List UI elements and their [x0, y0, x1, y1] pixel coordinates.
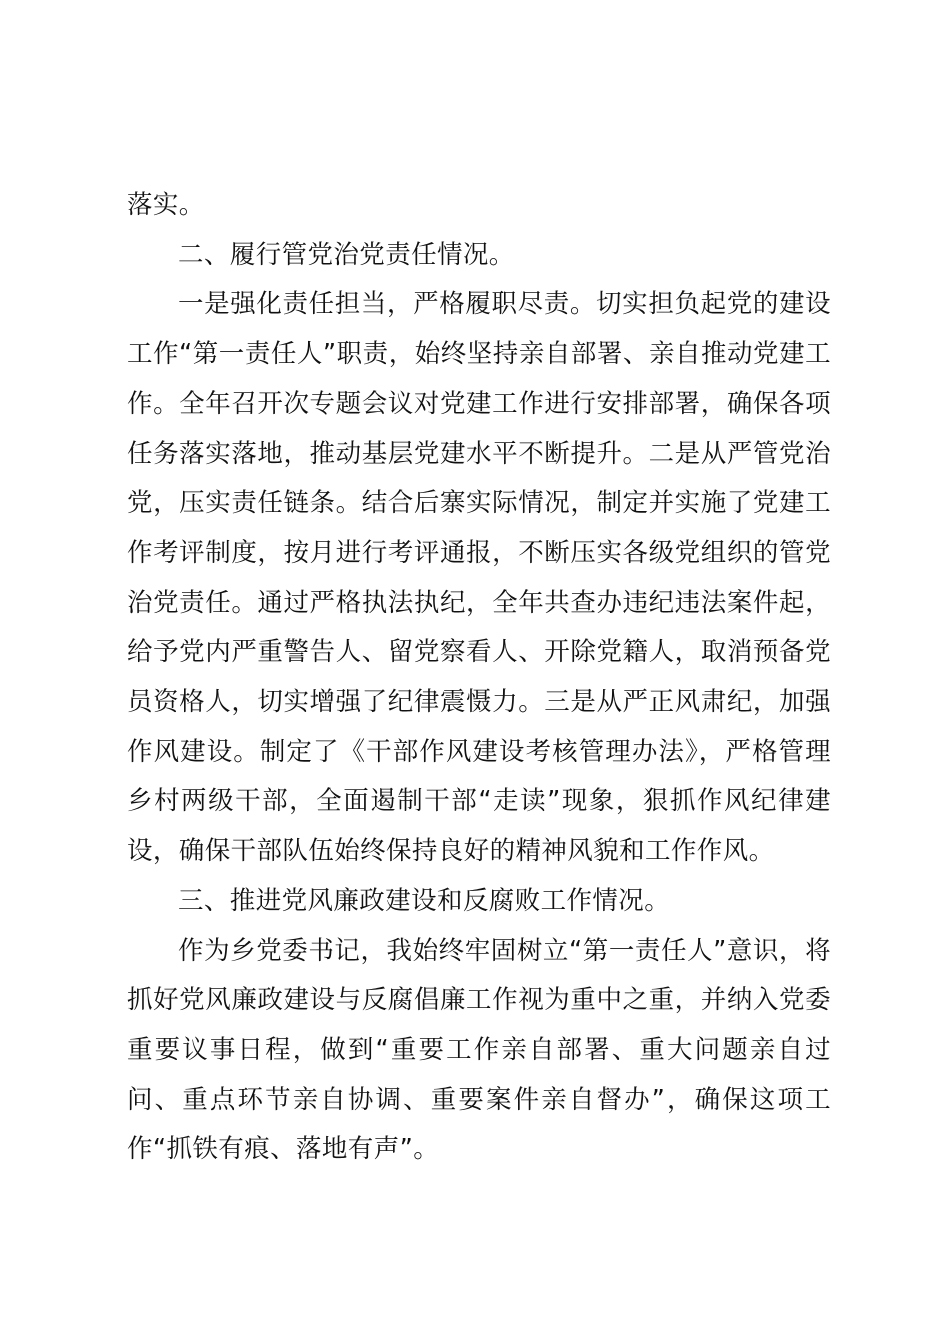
- section-heading-2: 二、履行管党治党责任情况。: [178, 239, 515, 270]
- document-body: [127, 181, 831, 1175]
- section-heading-3: 三、推进党风廉政建设和反腐败工作情况。: [178, 885, 671, 916]
- paragraph-responsibility: 一是强化责任担当，严格履职尽责。切实担负起党的建设工作“第一责任人”职责，始终坚持亲自部署、亲自推动党建工作。全年召开次专题会议对党建工作进行安排部署，确保各项任务落实落地，推动基层党建水平不断提升。二是从严管党治党，压实责任链条。结合后寨实际情况，制定并实施了党建工作考评制度，按月进行考评通报，不断压实各级党组织的管党治党责任。通过严格执法执纪，全年共查办违纪违法案件起，给予党内严重警告人、留党察看人、开除党籍人，取消预备党员资格人，切实增强了纪律震慑力。三是从严正风肃纪，加强作风建设。制定了《干部作风建设考核管理办法》，严格管理乡村两级干部，全面遏制干部“走读”现象，狠抓作风纪律建设，确保干部队伍始终保持良好的精神风貌和工作作风。: [127, 289, 831, 867]
- paragraph-continuation: 落实。: [127, 190, 205, 220]
- paragraph-anticorruption: 作为乡党委书记，我始终牢固树立“第一责任人”意识，将抓好党风廉政建设与反腐倡廉工作视为重中之重，并纳入党委重要议事日程，做到“重要工作亲自部署、重大问题亲自过问、重点环节亲自协调、重要案件亲自督办”，确保这项工作“抓铁有痕、落地有声”。: [127, 935, 831, 1165]
